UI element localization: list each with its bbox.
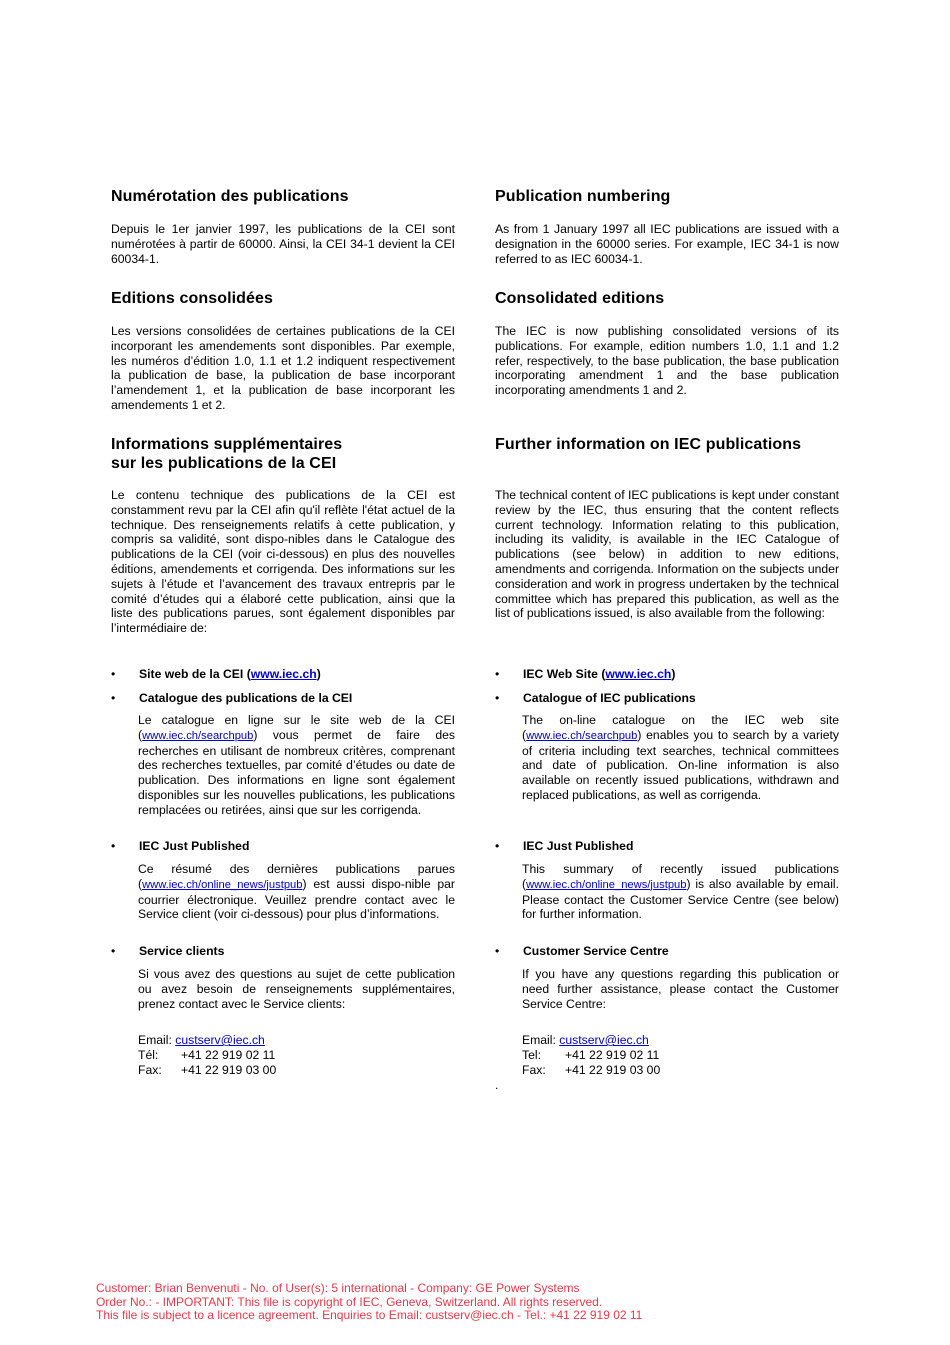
bullet-catalogue-iec-label: Catalogue of IEC publications xyxy=(523,691,696,705)
license-footer xyxy=(96,1282,642,1323)
fax-label: Fax: xyxy=(522,1063,546,1077)
just-text-pre: Ce résumé des dernières publications parues ( xyxy=(138,862,455,891)
justpub-link[interactable]: www.iec.ch/online_news/justpub xyxy=(526,878,687,891)
justpub-link[interactable]: www.iec.ch/online_news/justpub xyxy=(142,878,303,891)
tel-line xyxy=(522,1048,659,1063)
heading-numerotation: Numérotation des publications xyxy=(111,188,349,205)
just-text-pre: This summary of recently issued publications ( xyxy=(522,862,839,891)
para-publication-numbering: As from 1 January 1997 all IEC publications are issued with a designation in the 60000 series. For example, IEC 34-1 is now referred to as IEC 60034-1. xyxy=(495,222,839,266)
just-text-post: ) est aussi dispo-nible par courrier électronique. Veuillez prendre contact avec le Service client (voir ci-dessous) pour plus d’informations. xyxy=(138,876,455,922)
para-numerotation: Depuis le 1er janvier 1997, les publications de la CEI sont numérotées à partir de 60000. Ainsi, la CEI 34-1 devient la CEI 60034-1. xyxy=(111,222,455,266)
searchpub-link[interactable]: www.iec.ch/searchpub xyxy=(526,729,638,742)
bullet-icon: • xyxy=(111,944,116,958)
iec-site-link[interactable]: www.iec.ch xyxy=(605,667,672,681)
footer-line-1: Customer: Brian Benvenuti - No. of User(s): 5 international - Company: GE Power Systems xyxy=(96,1281,580,1295)
iec-site-link[interactable]: www.iec.ch xyxy=(250,667,317,681)
para-catalogue-iec xyxy=(522,713,839,803)
bullet-web-site-label: IEC Web Site ( xyxy=(523,667,606,681)
fax-line xyxy=(522,1063,660,1078)
fax-value: +41 22 919 03 00 xyxy=(565,1063,661,1077)
tel-value: +41 22 919 02 11 xyxy=(181,1048,276,1062)
tel-label: Tél: xyxy=(138,1048,159,1062)
bullet-customer-service-label: Customer Service Centre xyxy=(523,944,669,958)
catalogue-text-post: ) enables you to search by a variety of criteria including text searches, technical committees and date of publication. On-line information is also available on recently issued publications, withdrawn and replaced publications, as well as corrigenda. xyxy=(522,727,839,802)
email-line xyxy=(138,1033,265,1048)
bullet-icon: • xyxy=(111,691,116,705)
para-service-clients: Si vous avez des questions au sujet de cette publication ou avez besoin de renseignements supplémentaires, prenez contact avec le Service clients: xyxy=(138,967,455,1011)
para-further-information: The technical content of IEC publications is kept under constant review by the IEC, thus ensuring that the content reflects current technology. Information relating to this publication, including its validity, is available in the IEC Catalogue of publications (see below) in addition to new editions, amendments and corrigenda. Information on the subjects under consideration and work in progress undertaken by the technical committee which has prepared this publication, as well as the list of publications issued, is also available from the following: xyxy=(495,488,839,621)
email-link[interactable]: custserv@iec.ch xyxy=(175,1033,265,1047)
tel-line xyxy=(138,1048,275,1063)
just-text-post: ) is also available by email. Please contact the Customer Service Centre (see below) for further information. xyxy=(522,876,839,922)
fax-value: +41 22 919 03 00 xyxy=(181,1063,277,1077)
tel-label: Tel: xyxy=(522,1048,541,1062)
bullet-icon: • xyxy=(495,839,500,853)
bullet-site-web-label: Site web de la CEI ( xyxy=(139,667,251,681)
heading-further-information: Further information on IEC publications xyxy=(495,436,802,453)
email-link[interactable]: custserv@iec.ch xyxy=(559,1033,649,1047)
catalogue-text-pre: The on-line catalogue on the IEC web site ( xyxy=(522,713,839,742)
para-just-published-en xyxy=(522,862,839,922)
fax-line xyxy=(138,1063,276,1078)
bullet-icon: • xyxy=(495,944,500,958)
heading-informations-line1: Informations supplémentaires xyxy=(111,436,343,453)
bullet-icon: • xyxy=(111,667,116,681)
footer-line-2: Order No.: - IMPORTANT: This file is copyright of IEC, Geneva, Switzerland. All rights reserved. xyxy=(96,1294,603,1309)
para-just-published xyxy=(138,862,455,922)
email-line xyxy=(522,1033,649,1048)
bullet-site-web-close: ) xyxy=(316,667,321,681)
para-informations: Le contenu technique des publications de la CEI est constamment revu par la CEI afin qu'il reflète l'état actuel de la technique. Des renseignements relatifs à cette publication, y compris sa validité, sont dispo-nibles dans le Catalogue des publications de la CEI (voir ci-dessous) en plus des nouvelles éditions, amendements et corrigenda. Des informations sur les sujets à l’étude et l’avancement des travaux entrepris par le comité d’études qui a élaboré cette publication, ainsi que la liste des publications parues, sont également disponibles par l’intermédiaire de: xyxy=(111,488,455,636)
searchpub-link[interactable]: www.iec.ch/searchpub xyxy=(142,729,254,742)
heading-consolidated-editions: Consolidated editions xyxy=(495,290,665,307)
bullet-icon: • xyxy=(495,691,500,705)
bullet-service-clients-label: Service clients xyxy=(139,944,225,958)
footer-line-3: This file is subject to a licence agreement. Enquiries to Email: custserv@iec.ch - Tel.: +41 22 919 02 11 xyxy=(96,1308,643,1322)
tel-value: +41 22 919 02 11 xyxy=(565,1048,660,1062)
stray-period: . xyxy=(495,1078,499,1092)
catalogue-text-post: ) vous permet de faire des recherches en utilisant de nombreux critères, comprenant des recherches textuelles, par comité d’études ou date de publication. Des informations en ligne sont également disponibles sur les nouvelles publications, les publications remplacées ou retirées, ainsi que sur les corrigenda. xyxy=(138,727,455,817)
heading-informations-line2: sur les publications de la CEI xyxy=(111,455,337,472)
email-label: Email: xyxy=(522,1033,560,1047)
para-customer-service: If you have any questions regarding this publication or need further assistance, please contact the Customer Service Centre: xyxy=(522,967,839,1011)
bullet-catalogue-label: Catalogue des publications de la CEI xyxy=(139,691,353,705)
para-consolidated-editions: The IEC is now publishing consolidated versions of its publications. For example, edition numbers 1.0, 1.1 and 1.2 refer, respectively, to the base publication, the base publication incorporating amendment 1 and the base publication incorporating amendments 1 and 2. xyxy=(495,324,839,398)
bullet-just-published-en-label: IEC Just Published xyxy=(523,839,634,853)
heading-editions-consolidees: Editions consolidées xyxy=(111,290,274,307)
bullet-icon: • xyxy=(495,667,500,681)
catalogue-text-pre: Le catalogue en ligne sur le site web de la CEI ( xyxy=(138,713,455,742)
fax-label: Fax: xyxy=(138,1063,162,1077)
bullet-web-site-close: ) xyxy=(671,667,676,681)
para-catalogue xyxy=(138,713,455,818)
email-label: Email: xyxy=(138,1033,176,1047)
bullet-just-published-label: IEC Just Published xyxy=(139,839,250,853)
heading-publication-numbering: Publication numbering xyxy=(495,188,671,205)
bullet-icon: • xyxy=(111,839,116,853)
para-editions-consolidees: Les versions consolidées de certaines publications de la CEI incorporant les amendements sont disponibles. Par exemple, les numéros d’édition 1.0, 1.1 et 1.2 indiquent respectivement la publication de base, la publication de base incorporant l’amendement 1, et la publication de base incorporant les amendements 1 et 2. xyxy=(111,324,455,412)
